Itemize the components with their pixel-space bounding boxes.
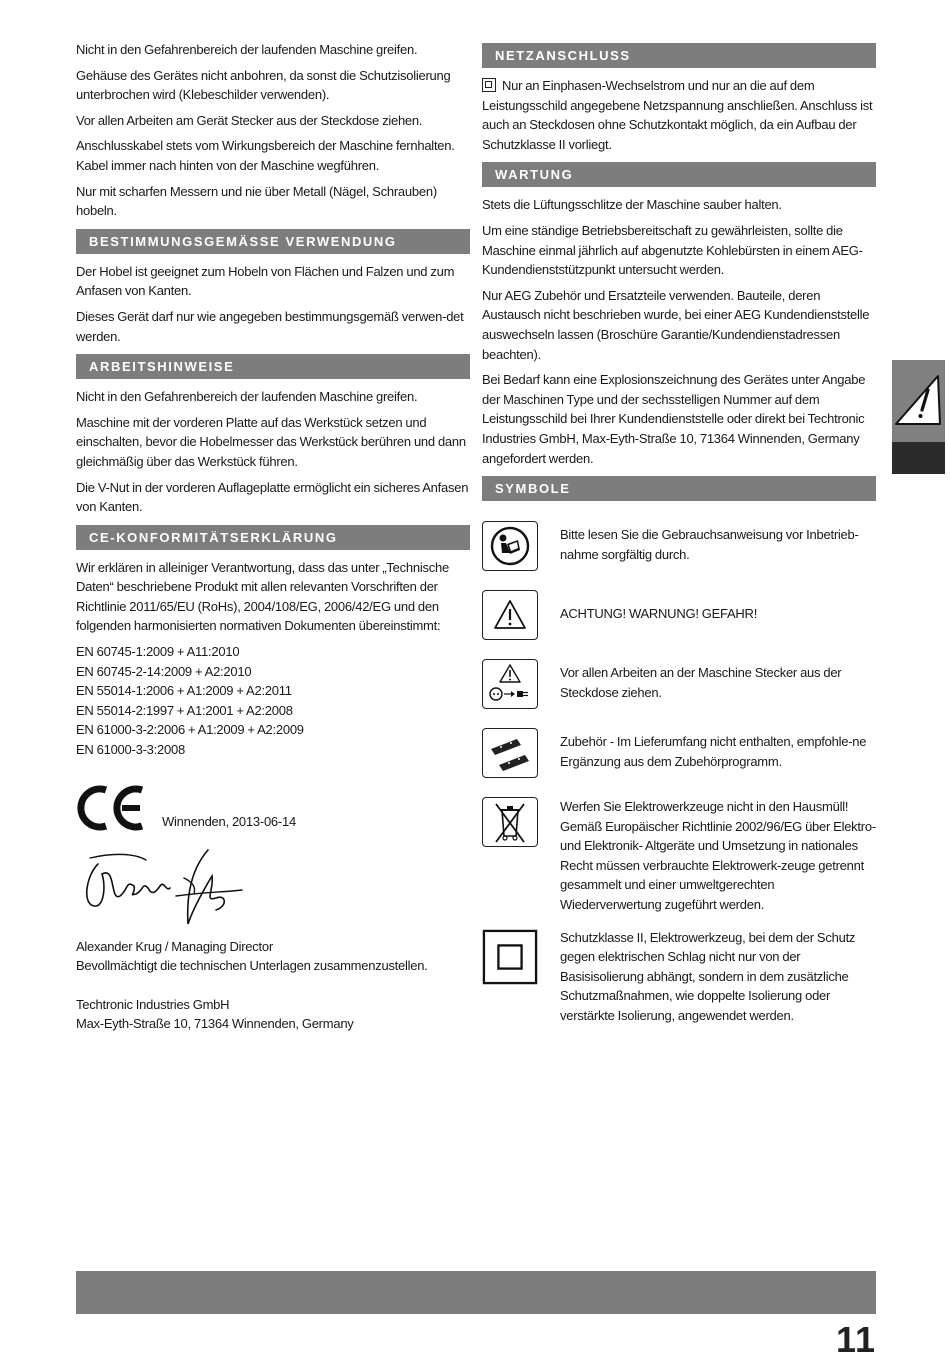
- signature-block: [76, 937, 470, 1034]
- norm-item: EN 55014-2:1997 + A1:2001 + A2:2008: [76, 702, 293, 718]
- protection-class-ii-icon: [482, 78, 496, 92]
- norm-item: EN 61000-3-3:2008: [76, 742, 185, 758]
- read-manual-icon: [482, 521, 538, 571]
- wartung-paragraph: Nur AEG Zubehör und Ersatzteile verwenden. Bauteile, deren Austausch nicht beschrieben wurde, bei einer AEG Kundendienststelle auswechseln lassen (Broschüre Garantie/Kundendienstadressen beachten).: [482, 287, 870, 362]
- symbol-item: [482, 521, 876, 571]
- bestimmung-paragraph: Dieses Gerät darf nur wie angegeben bestimmungsgemäß verwen-det werden.: [76, 308, 464, 344]
- arbeitshinweise-paragraph: Maschine mit der vorderen Platte auf das Werkstück setzen und einschalten, bevor die Hobelmesser das Werkstück berühren und dann gleichmäßig über das Werkstück führen.: [76, 414, 466, 469]
- right-column: [482, 40, 876, 1026]
- arbeitshinweise-paragraph: Die V-Nut in der vorderen Auflageplatte ermöglicht ein sicheres Anfasen von Kanten.: [76, 479, 469, 515]
- weee-bin-icon: [482, 797, 538, 847]
- section-heading-netzanschluss: NETZANSCHLUSS: [482, 43, 876, 68]
- page-number: 11: [835, 1319, 876, 1360]
- accessory-blades-icon: [482, 728, 538, 778]
- wartung-paragraph: Bei Bedarf kann eine Explosionszeichnung des Gerätes unter Angabe der Maschinen Type und der sechsstelligen Nummer auf dem Leistungsschild bei Ihrer Kundendienststelle oder direkt bei Techtronic Industries GmbH, Max-Eyth-Straße 10, 71364 Winnenden, Germany angefordert werden.: [482, 372, 866, 466]
- safety-paragraph: Nur mit scharfen Messern und nie über Metall (Nägel, Schrauben) hobeln.: [76, 183, 437, 219]
- warning-exclamation-icon: [892, 360, 945, 442]
- company-name: Techtronic Industries GmbH: [76, 996, 230, 1012]
- signature-icon: [76, 846, 246, 928]
- arbeitshinweise-paragraph: Nicht in den Gefahrenbereich der laufenden Maschine greifen.: [76, 389, 418, 405]
- bestimmung-paragraph: Der Hobel ist geeignet zum Hobeln von Flächen und Falzen und zum Anfasen von Kanten.: [76, 263, 455, 299]
- left-column: [76, 40, 470, 1034]
- protection-class-ii-icon: [482, 928, 538, 986]
- symbol-item: [482, 928, 876, 1026]
- section-heading-bestimmung: BESTIMMUNGSGEMÄSSE VERWENDUNG: [76, 229, 470, 254]
- unplug-icon: [482, 659, 538, 709]
- norm-item: EN 60745-2-14:2009 + A2:2010: [76, 663, 252, 679]
- norm-item: EN 55014-1:2006 + A1:2009 + A2:2011: [76, 683, 292, 699]
- symbol-item: [482, 590, 876, 640]
- symbol-text: Schutzklasse II, Elektrowerkzeug, bei dem der Schutz gegen elektrischen Schlag nicht nur von der Basisisolierung abhängt, sondern in dem zusätzliche Schutzmaßnahmen, wie doppelte Isolierung oder verstärkte Isolierung, angewendet werden.: [560, 929, 856, 1024]
- symbol-text: Werfen Sie Elektrowerkzeuge nicht in den Hausmüll! Gemäß Europäischer Richtlinie 2002/96/EG über Elektro- und Elektronik- Altgeräte und Umsetzung in nationales Recht müssen verbrauchte Elektrowerk-zeuge getrennt gesammelt und einer umweltgerechten Wiederverwertung zugeführt werden.: [560, 799, 876, 913]
- norm-item: EN 60745-1:2009 + A11:2010: [76, 644, 240, 660]
- ce-paragraph: Wir erklären in alleiniger Verantwortung, dass das unter „Technische Daten“ beschriebene Produkt mit allen relevanten Vorschriften der Richtlinie 2011/65/EU (RoHs), 2004/108/EG, 2006/42/EG und den folgenden harmonisierten normativen Dokumenten übereinstimmt:: [76, 559, 449, 634]
- symbol-text: Zubehör - Im Lieferumfang nicht enthalten, empfohle-ne Ergänzung aus dem Zubehörprogramm.: [560, 734, 867, 769]
- place-date: Winnenden, 2013-06-14: [162, 814, 296, 830]
- symbol-text: Bitte lesen Sie die Gebrauchsanweisung vor Inbetrieb-nahme sorgfältig durch.: [560, 527, 859, 562]
- warning-triangle-icon: [482, 590, 538, 640]
- symbol-item: [482, 797, 876, 915]
- section-heading-ce: CE-KONFORMITÄTSERKLÄRUNG: [76, 525, 470, 550]
- wartung-paragraph: Um eine ständige Betriebsbereitschaft zu gewährleisten, sollte die Maschine einmal jährlich auf abgenutzte Kohlebürsten in einem AEG-Kundendienststützpunkt untersucht werden.: [482, 222, 863, 278]
- safety-paragraph: Vor allen Arbeiten am Gerät Stecker aus der Steckdose ziehen.: [76, 112, 423, 128]
- safety-paragraph: Nicht in den Gefahrenbereich der laufenden Maschine greifen.: [76, 42, 418, 57]
- netzanschluss-paragraph: Nur an Einphasen-Wechselstrom und nur an die auf dem Leistungsschild angegebene Netzspannung anschließen. Anschluss ist auch an Steckdosen ohne Schutzkontakt möglich, da ein Aufbau der Schutzklasse II vorliegt.: [482, 78, 873, 152]
- signer-note: Bevollmächtigt die technischen Unterlagen zusammenzustellen.: [76, 958, 428, 974]
- side-tab: [892, 360, 945, 474]
- ce-mark-icon: [76, 784, 148, 832]
- section-heading-arbeitshinweise: ARBEITSHINWEISE: [76, 354, 470, 379]
- symbol-item: [482, 728, 876, 778]
- wartung-paragraph: Stets die Lüftungsschlitze der Maschine sauber halten.: [482, 197, 782, 213]
- section-heading-wartung: WARTUNG: [482, 162, 876, 187]
- norms-list: [76, 642, 470, 760]
- company-address: Max-Eyth-Straße 10, 71364 Winnenden, Germany: [76, 1016, 354, 1032]
- ce-row: [76, 782, 470, 832]
- symbol-text: Vor allen Arbeiten an der Maschine Stecker aus der Steckdose ziehen.: [560, 665, 842, 700]
- signer: Alexander Krug / Managing Director: [76, 938, 273, 954]
- section-heading-symbole: SYMBOLE: [482, 476, 876, 501]
- norm-item: EN 61000-3-2:2006 + A1:2009 + A2:2009: [76, 722, 304, 738]
- safety-paragraph: Gehäuse des Gerätes nicht anbohren, da sonst die Schutzisolierung unterbrochen wird (Klebeschilder verwenden).: [76, 67, 451, 103]
- safety-paragraph: Anschlusskabel stets vom Wirkungsbereich der Maschine fernhalten. Kabel immer nach hinten von der Maschine wegführen.: [76, 138, 455, 173]
- symbol-text: ACHTUNG! WARNUNG! GEFAHR!: [560, 606, 758, 622]
- symbol-item: [482, 659, 876, 709]
- footer-bar: [76, 1271, 876, 1314]
